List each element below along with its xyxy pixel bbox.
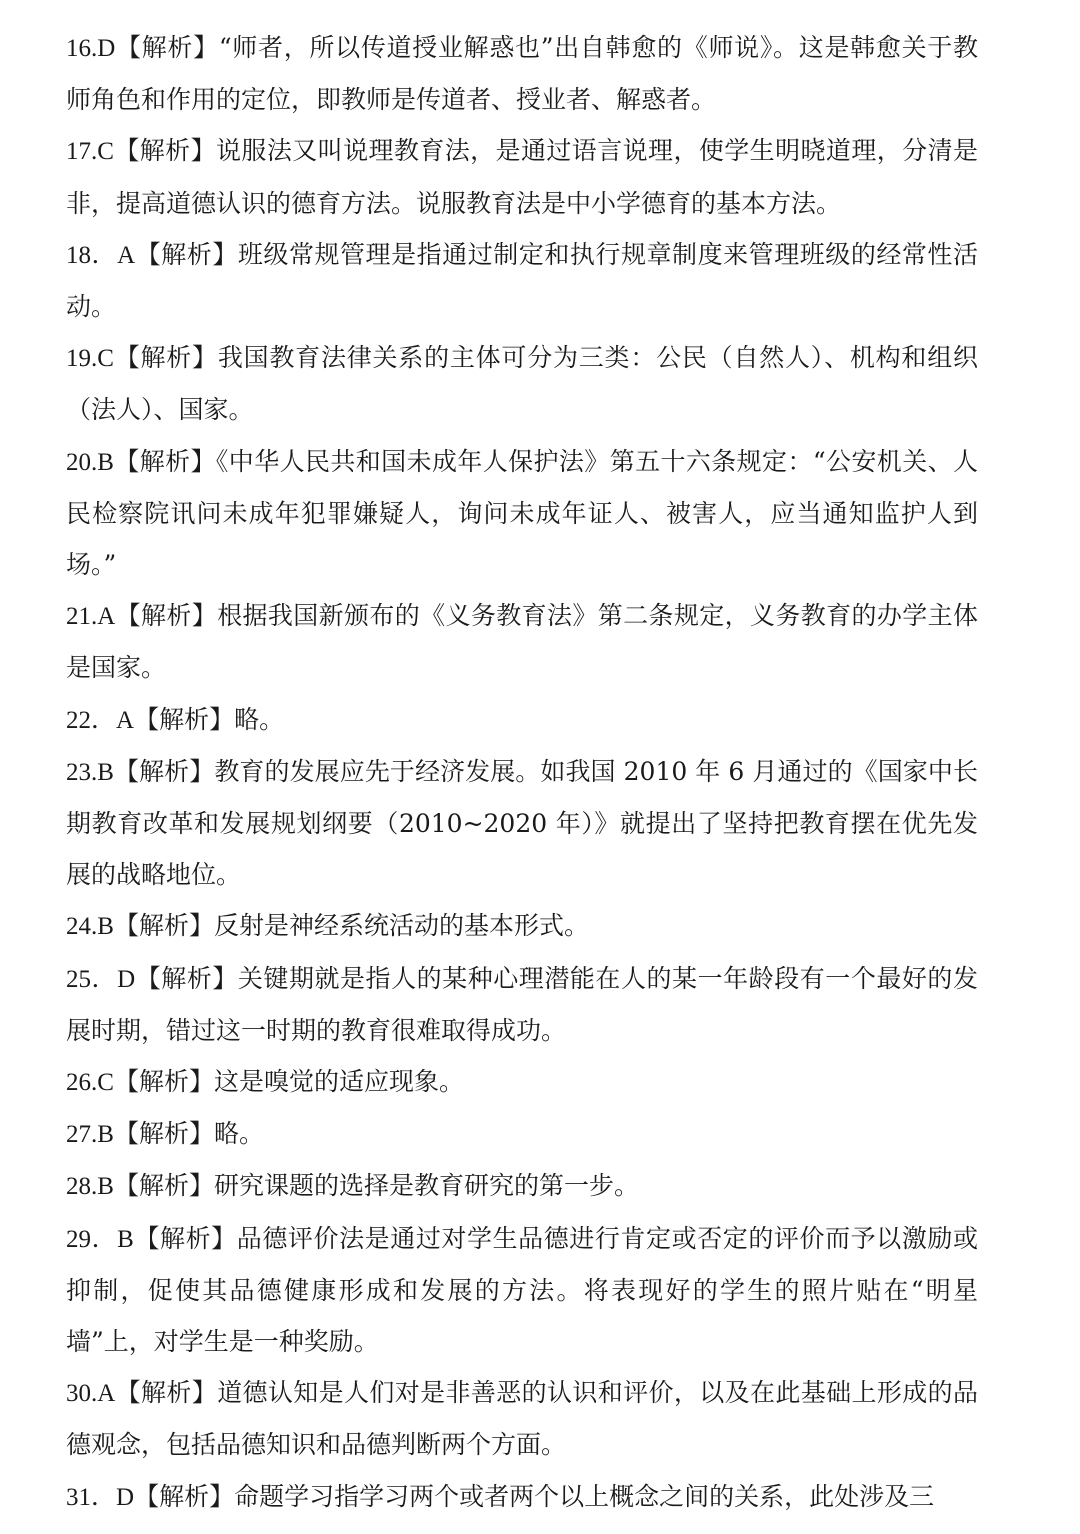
answer-item-24: [66, 900, 978, 952]
analysis-text: 班级常规管理是指通过制定和执行规章制度来管理班级的经常性活动。: [66, 239, 978, 322]
analysis-label: 【解析】: [135, 963, 238, 993]
analysis-label: 【解析】: [113, 343, 218, 373]
item-number: 30.: [66, 1380, 98, 1408]
analysis-label: 【解析】: [135, 239, 238, 269]
item-number: 29．: [66, 1225, 118, 1253]
item-number: 25．: [66, 965, 118, 993]
item-number: 18．: [66, 241, 118, 269]
analysis-text: 根据我国新颁布的《义务教育法》第二条规定，义务教育的办学主体是国家。: [66, 601, 978, 683]
analysis-text: 我国教育法律关系的主体可分为三类：公民（自然人）、机构和组织（法人）、国家。: [66, 343, 978, 425]
analysis-text: 命题学习指学习两个或者两个以上概念之间的关系，此处涉及三: [234, 1481, 935, 1511]
analysis-label: 【解析】: [113, 1119, 214, 1149]
item-number: 26.: [66, 1069, 98, 1097]
answer-letter: B: [117, 1225, 134, 1253]
answer-letter: C: [97, 138, 114, 166]
answer-item-31: [66, 1471, 978, 1523]
answer-letter: B: [97, 758, 114, 786]
answer-item-26: [66, 1056, 978, 1108]
answer-document: [66, 22, 978, 1523]
analysis-text: 略。: [234, 704, 285, 734]
answer-letter: A: [97, 1380, 116, 1408]
item-number: 28.: [66, 1173, 98, 1201]
answer-letter: A: [116, 706, 135, 734]
analysis-label: 【解析】: [113, 756, 215, 786]
item-number: 22．: [66, 706, 117, 734]
answer-item-22: [66, 694, 978, 746]
item-number: 20.: [66, 448, 98, 476]
answer-item-16: [66, 22, 978, 125]
item-number: 31．: [66, 1483, 117, 1511]
answer-item-19: [66, 332, 978, 435]
item-number: 23.: [66, 758, 98, 786]
analysis-label: 【解析】: [134, 704, 235, 734]
analysis-label: 【解析】: [113, 136, 217, 166]
answer-letter: B: [97, 1121, 114, 1149]
answer-item-30: [66, 1367, 978, 1470]
answer-item-21: [66, 590, 978, 693]
item-number: 27.: [66, 1121, 98, 1149]
analysis-text: 反射是神经系统活动的基本形式。: [213, 911, 589, 941]
analysis-label: 【解析】: [113, 1171, 214, 1201]
analysis-label: 【解析】: [113, 1067, 214, 1097]
analysis-text: 关键期就是指人的某种心理潜能在人的某一年龄段有一个最好的发展时期，错过这一时期的教育很难取得成功。: [66, 963, 978, 1045]
analysis-text: 这是嗅觉的适应现象。: [213, 1067, 464, 1097]
analysis-text: 研究课题的选择是教育研究的第一步。: [213, 1171, 639, 1201]
answer-item-18: [66, 229, 978, 332]
analysis-text: 道德认知是人们对是非善恶的认识和评价，以及在此基础上形成的品德观念，包括品德知识和品德判断两个方面。: [66, 1378, 978, 1460]
analysis-text: 品德评价法是通过对学生品德进行肯定或否定的评价而予以激励或抑制，促使其品德健康形成和发展的方法。将表现好的学生的照片贴在“明星墙”上，对学生是一种奖励。: [66, 1223, 978, 1357]
analysis-label: 【解析】: [113, 911, 214, 941]
item-number: 21.: [66, 603, 98, 631]
answer-letter: B: [97, 913, 114, 941]
analysis-text: “师者，所以传道授业解惑也”出自韩愈的《师说》。这是韩愈关于教师角色和作用的定位，即教师是传道者、授业者、解惑者。: [66, 33, 978, 115]
analysis-label: 【解析】: [115, 1378, 218, 1408]
answer-item-20: [66, 436, 978, 591]
item-number: 19.: [66, 345, 98, 373]
answer-letter: D: [116, 1483, 135, 1511]
answer-item-29: [66, 1213, 978, 1368]
answer-letter: B: [97, 1173, 114, 1201]
answer-item-25: [66, 953, 978, 1056]
item-number: 16.: [66, 35, 98, 62]
analysis-label: 【解析】: [115, 33, 219, 62]
analysis-text: 略。: [213, 1119, 264, 1149]
analysis-label: 【解析】: [115, 601, 218, 631]
answer-item-23: [66, 746, 978, 901]
answer-letter: C: [97, 345, 114, 373]
answer-letter: A: [97, 603, 116, 631]
answer-letter: D: [97, 35, 116, 62]
item-number: 24.: [66, 913, 98, 941]
answer-letter: D: [117, 965, 136, 993]
answer-letter: B: [97, 448, 114, 476]
answer-item-17: [66, 125, 978, 228]
analysis-label: 【解析】: [134, 1481, 235, 1511]
analysis-label: 【解析】: [113, 446, 216, 476]
answer-item-27: [66, 1108, 978, 1160]
analysis-text: 说服法又叫说理教育法，是通过语言说理，使学生明晓道理，分清是非，提高道德认识的德育方法。说服教育法是中小学德育的基本方法。: [66, 136, 978, 218]
analysis-label: 【解析】: [133, 1223, 237, 1253]
analysis-text: 《中华人民共和国未成年人保护法》第五十六条规定：“公安机关、人民检察院讯问未成年犯罪嫌疑人，询问未成年证人、被害人，应当通知监护人到场。”: [66, 446, 978, 580]
answer-letter: C: [97, 1069, 114, 1097]
analysis-text: 教育的发展应先于经济发展。如我国 2010 年 6 月通过的《国家中长期教育改革和发展规划纲要（2010~2020 年）》就提出了坚持把教育摆在优先发展的战略地位。: [66, 756, 978, 890]
answer-item-28: [66, 1160, 978, 1212]
item-number: 17.: [66, 138, 98, 166]
answer-letter: A: [117, 241, 136, 269]
